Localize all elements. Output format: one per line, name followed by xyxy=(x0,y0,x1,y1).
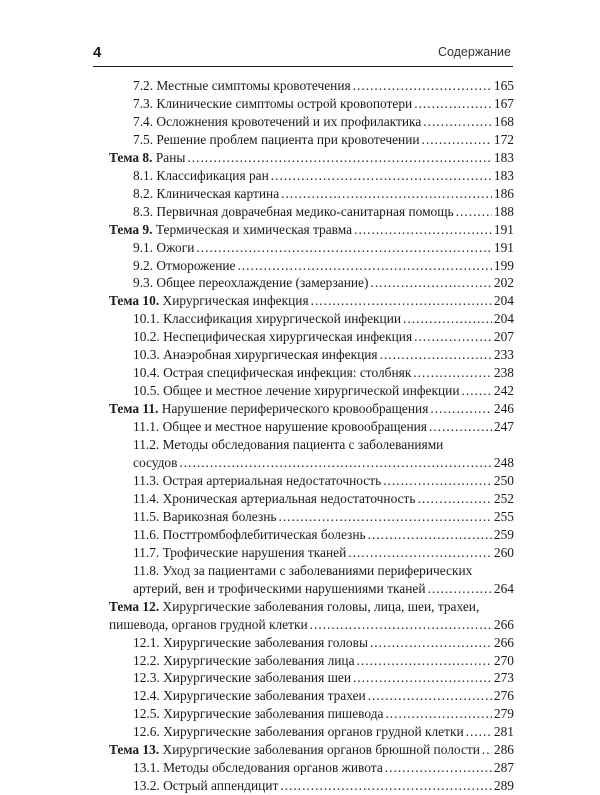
toc-page-number: 273 xyxy=(493,670,514,686)
dot-leader xyxy=(422,131,492,149)
dot-leader xyxy=(466,723,492,741)
toc-page-number: 167 xyxy=(493,95,514,111)
toc-page-number: 250 xyxy=(493,472,514,488)
toc-page-number: 191 xyxy=(493,221,514,237)
dot-leader xyxy=(354,221,492,239)
dot-leader xyxy=(179,454,491,472)
toc-section-entry[interactable] xyxy=(109,95,514,113)
toc-chapter-label: Тема 13. xyxy=(109,742,160,758)
toc-page-number: 172 xyxy=(493,131,514,147)
toc-page-number: 266 xyxy=(493,616,514,632)
dot-leader xyxy=(196,239,492,257)
toc-section-entry[interactable] xyxy=(109,508,514,526)
toc-entry-text: 9.2. Отморожение xyxy=(133,257,236,273)
toc-entry-text: 7.5. Решение проблем пациента при кровотечении xyxy=(133,131,420,147)
toc-page-number: 202 xyxy=(493,275,514,291)
toc-page-number: 204 xyxy=(493,311,514,327)
toc-page-number: 276 xyxy=(493,688,514,704)
dot-leader xyxy=(413,364,492,382)
toc-page-number: 255 xyxy=(493,508,514,524)
toc-section-entry[interactable] xyxy=(109,113,514,131)
toc-entry-title: 11.2. Методы обследования пациента с заболеваниями xyxy=(133,437,444,453)
toc-entry-text: 10.1. Классификация хирургической инфекции xyxy=(133,311,402,327)
dot-leader xyxy=(428,580,492,598)
toc-section-entry[interactable] xyxy=(109,490,514,508)
toc-entry-title xyxy=(133,203,454,221)
dot-leader xyxy=(271,167,492,185)
toc-page-number: 252 xyxy=(493,490,514,506)
toc-entry-text: 11.4. Хроническая артериальная недостаточность xyxy=(133,490,416,506)
toc-page-number: 242 xyxy=(493,383,514,399)
toc-entry-title xyxy=(133,544,346,562)
toc-chapter-entry[interactable] xyxy=(109,292,514,310)
toc-page-number: 168 xyxy=(493,113,514,129)
toc-page-number: 287 xyxy=(493,760,514,776)
toc-section-entry[interactable] xyxy=(109,580,514,598)
dot-leader xyxy=(353,669,492,687)
toc-page-number: 183 xyxy=(493,167,514,183)
toc-entry-title xyxy=(133,490,416,508)
toc-entry-text: 11.1. Общее и местное нарушение кровообращения xyxy=(133,419,427,435)
toc-entry-text: Раны xyxy=(155,149,186,165)
toc-entry-text: 8.2. Клиническая картина xyxy=(133,185,280,201)
toc-entry-title xyxy=(133,95,412,113)
toc-entry-text: 7.2. Местные симптомы кровотечения xyxy=(133,78,351,93)
toc-entry-text: 10.4. Острая специфическая инфекция: столбняк xyxy=(133,365,412,381)
toc-page-number: 248 xyxy=(493,455,514,471)
toc-entry-text: 10.3. Анаэробная хирургическая инфекция xyxy=(133,347,378,363)
dot-leader xyxy=(423,113,492,131)
toc-entry-title xyxy=(133,777,278,795)
toc-chapter-label: Тема 9. xyxy=(109,221,153,237)
toc-entry-title xyxy=(133,364,411,382)
dot-leader xyxy=(414,95,492,113)
toc-entry-title xyxy=(133,580,426,598)
toc-entry-title xyxy=(133,328,412,346)
toc-page-number: 238 xyxy=(493,365,514,381)
toc-section-entry[interactable] xyxy=(109,418,514,436)
toc-page-number: 165 xyxy=(493,78,514,93)
toc-page-number: 279 xyxy=(493,706,514,722)
toc-chapter-entry[interactable] xyxy=(109,741,514,759)
toc-section-entry[interactable] xyxy=(109,634,514,652)
dot-leader xyxy=(278,508,491,526)
header-divider xyxy=(93,66,513,67)
toc-entry-text: 9.3. Общее переохлаждение (замерзание) xyxy=(133,275,369,291)
toc-chapter-label: Тема 10. xyxy=(109,293,160,309)
dot-leader xyxy=(187,149,492,167)
toc-section-entry[interactable] xyxy=(109,77,514,95)
dot-leader xyxy=(403,310,492,328)
toc-entry-title xyxy=(133,705,383,723)
toc-section-entry[interactable] xyxy=(109,346,514,364)
toc-entry-first-line xyxy=(109,436,514,454)
toc-section-entry[interactable] xyxy=(109,526,514,544)
toc-entry-title xyxy=(133,185,279,203)
toc-page-number: 207 xyxy=(493,329,514,345)
toc-entry-title xyxy=(133,346,378,364)
toc-page-number: 186 xyxy=(493,185,514,201)
toc-entry-text: 12.1. Хирургические заболевания головы xyxy=(133,634,368,650)
toc-entry-text: 10.5. Общее и местное лечение хирургической инфекции xyxy=(133,383,460,399)
toc-section-entry[interactable] xyxy=(109,131,514,149)
toc-entry-title xyxy=(109,149,185,167)
dot-leader xyxy=(348,544,492,562)
toc-page-number: 183 xyxy=(493,149,514,165)
toc-section-entry[interactable] xyxy=(109,669,514,687)
toc-entry-title xyxy=(133,723,464,741)
dot-leader xyxy=(414,328,492,346)
toc-section-entry[interactable] xyxy=(109,203,514,221)
toc-entry-title xyxy=(133,634,368,652)
toc-entry-text: 11.5. Варикозная болезнь xyxy=(133,508,277,524)
toc-section-entry[interactable] xyxy=(109,185,514,203)
toc-entry-text: Термическая и химическая травма xyxy=(155,221,353,237)
toc-chapter-entry[interactable] xyxy=(109,149,514,167)
toc-entry-first-line xyxy=(109,562,514,580)
toc-entry-title xyxy=(133,759,383,777)
toc-section-entry[interactable] xyxy=(109,364,514,382)
dot-leader xyxy=(456,203,492,221)
dot-leader xyxy=(482,741,492,759)
toc-page-number: 247 xyxy=(493,419,514,435)
dot-leader xyxy=(353,77,492,95)
dot-leader xyxy=(357,652,492,670)
toc-section-entry[interactable] xyxy=(109,328,514,346)
toc-chapter-entry[interactable] xyxy=(109,221,514,239)
toc-entry-title xyxy=(109,616,308,634)
dot-leader xyxy=(280,777,492,795)
toc-page-number: 188 xyxy=(493,203,514,219)
dot-leader xyxy=(380,346,492,364)
toc-chapter-label: Тема 11. xyxy=(109,401,159,417)
toc-entry-text: Хирургические заболевания органов брюшной полости xyxy=(162,742,480,758)
toc-page-number: 233 xyxy=(493,347,514,363)
toc-section-entry[interactable] xyxy=(109,544,514,562)
toc-entry-title xyxy=(133,274,368,292)
toc-section-entry[interactable] xyxy=(109,777,514,795)
toc-entry-text: 12.3. Хирургические заболевания шеи xyxy=(133,670,351,686)
dot-leader xyxy=(281,185,492,203)
toc-entry-text: 8.1. Классификация ран xyxy=(133,167,269,183)
toc-entry-title xyxy=(133,669,351,687)
toc-entry-text: пишевода, органов грудной клетки xyxy=(109,616,308,632)
toc-page-number: 259 xyxy=(493,526,514,542)
toc-section-entry[interactable] xyxy=(109,454,514,472)
toc-section-entry[interactable] xyxy=(109,382,514,400)
toc-entry-first-line xyxy=(109,598,514,616)
toc-entry-text: 7.4. Осложнения кровотечений и их профилактика xyxy=(133,113,422,129)
toc-page-number: 270 xyxy=(493,652,514,668)
toc-entry-text: Хирургическая инфекция xyxy=(162,293,309,309)
dot-leader xyxy=(368,526,492,544)
toc-section-entry[interactable] xyxy=(109,705,514,723)
toc-entry-title xyxy=(109,221,352,239)
dot-leader xyxy=(385,759,492,777)
toc-entry-text: сосудов xyxy=(133,455,178,471)
toc-entry-title xyxy=(109,400,428,418)
toc-section-entry[interactable] xyxy=(109,257,514,275)
toc-section-entry[interactable] xyxy=(109,652,514,670)
toc-page-number: 246 xyxy=(493,401,514,417)
toc-chapter-label: Тема 8. xyxy=(109,149,153,165)
toc-entry-title xyxy=(133,131,420,149)
toc-page-number: 260 xyxy=(493,544,514,560)
toc-page-number: 289 xyxy=(493,778,514,794)
table-of-contents xyxy=(109,77,514,795)
toc-page-number: 191 xyxy=(493,239,514,255)
toc-section-entry[interactable] xyxy=(109,239,514,257)
toc-page-number: 286 xyxy=(493,742,514,758)
toc-entry-title xyxy=(133,257,235,275)
dot-leader xyxy=(311,292,492,310)
toc-entry-text: артерий, вен и трофическими нарушениями тканей xyxy=(133,580,426,596)
toc-entry-text: 10.2. Неспецифическая хирургическая инфекция xyxy=(133,329,413,345)
toc-entry-text: 12.5. Хирургические заболевания пишевода xyxy=(133,706,384,722)
dot-leader xyxy=(310,616,492,634)
toc-entry-text: 12.2. Хирургические заболевания лица xyxy=(133,652,355,668)
toc-section-entry[interactable] xyxy=(109,274,514,292)
toc-entry-title xyxy=(133,382,460,400)
dot-leader xyxy=(429,418,492,436)
toc-entry-title xyxy=(109,292,309,310)
toc-entry-title xyxy=(133,472,381,490)
toc-section-entry[interactable] xyxy=(109,687,514,705)
toc-entry-title xyxy=(133,113,421,131)
toc-entry-title xyxy=(133,77,351,95)
toc-entry-text: 11.6. Посттромбофлебитическая болезнь xyxy=(133,526,366,542)
toc-entry-title xyxy=(133,239,194,257)
dot-leader xyxy=(385,705,491,723)
toc-section-entry[interactable] xyxy=(109,167,514,185)
toc-entry-text: 9.1. Ожоги xyxy=(133,239,195,255)
page-header xyxy=(93,44,511,64)
dot-leader xyxy=(418,490,492,508)
toc-section-entry[interactable] xyxy=(109,723,514,741)
dot-leader xyxy=(430,400,492,418)
toc-section-entry[interactable] xyxy=(109,472,514,490)
toc-entry-title xyxy=(109,741,480,759)
toc-entry-title xyxy=(133,652,355,670)
toc-entry-text: 11.7. Трофические нарушения тканей xyxy=(133,544,347,560)
toc-entry-text: Нарушение периферического кровообращения xyxy=(161,401,429,417)
toc-chapter-entry[interactable] xyxy=(109,400,514,418)
toc-entry-text: 13.2. Острый аппендицит xyxy=(133,778,279,794)
toc-entry-text: 7.3. Клинические симптомы острой кровопотери xyxy=(133,95,413,111)
toc-page-number: 204 xyxy=(493,293,514,309)
dot-leader xyxy=(368,687,492,705)
running-title: Содержание xyxy=(437,45,511,59)
page-number: 4 xyxy=(93,44,102,61)
dot-leader xyxy=(462,382,492,400)
dot-leader xyxy=(370,634,492,652)
toc-entry-text: 12.6. Хирургические заболевания органов грудной клетки xyxy=(133,724,464,740)
toc-chapter-label: Тема 12. xyxy=(109,598,160,614)
dot-leader xyxy=(237,257,491,275)
dot-leader xyxy=(383,472,492,490)
toc-page-number: 264 xyxy=(493,580,514,596)
toc-entry-title: Хирургические заболевания головы, лица, шеи, трахеи, xyxy=(162,598,480,614)
toc-entry-title xyxy=(133,418,427,436)
toc-entry-text: 12.4. Хирургические заболевания трахеи xyxy=(133,688,366,704)
dot-leader xyxy=(370,274,491,292)
toc-section-entry[interactable] xyxy=(109,310,514,328)
toc-entry-text: 13.1. Методы обследования органов живота xyxy=(133,760,383,776)
toc-entry-title xyxy=(133,454,177,472)
toc-entry-title xyxy=(133,526,366,544)
toc-entry-title xyxy=(133,687,366,705)
toc-page-number: 266 xyxy=(493,634,514,650)
toc-entry-title xyxy=(133,310,401,328)
toc-entry-title xyxy=(133,508,276,526)
toc-entry-text: 11.3. Острая артериальная недостаточность xyxy=(133,472,382,488)
toc-page-number: 281 xyxy=(493,724,514,740)
toc-entry-title xyxy=(133,167,269,185)
toc-entry-title: 11.8. Уход за пациентами с заболеваниями периферических xyxy=(133,562,473,578)
toc-page-number: 199 xyxy=(493,257,514,273)
toc-chapter-entry[interactable] xyxy=(109,616,514,634)
toc-entry-text: 8.3. Первичная доврачебная медико-санитарная помощь xyxy=(133,203,454,219)
toc-section-entry[interactable] xyxy=(109,759,514,777)
